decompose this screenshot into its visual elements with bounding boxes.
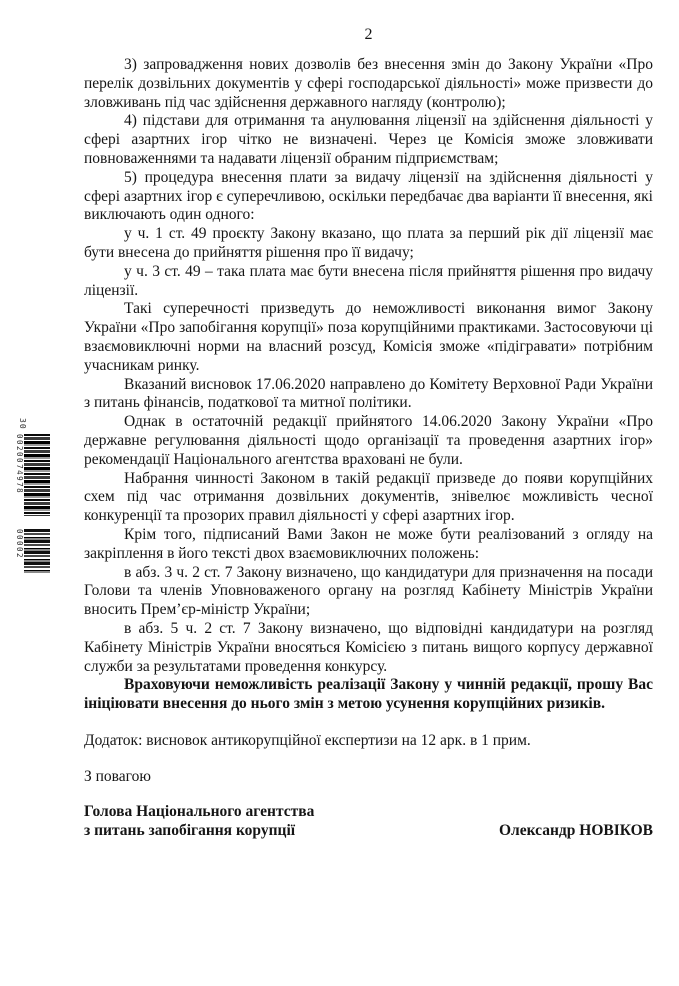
signer-position-line1: Голова Національного агентства bbox=[84, 803, 315, 821]
signature-block bbox=[84, 802, 653, 840]
attachment-note: Додаток: висновок антикорупційної експертизи на 12 арк. в 1 прим. bbox=[84, 731, 531, 749]
paragraph: Набрання чинності Законом в такій редакції призведе до появи корупційних схем під час отримання дозвільних документів, знівелює можливість чесної конкуренції та прозорих правил діяльності у сфері азартних ігор. bbox=[84, 469, 653, 525]
paragraph: 4) підстави для отримання та анулювання ліцензії на здійснення діяльності у сфері азартних ігор чітко не визначені. Через це Комісія зможе зловживати повноваженнями та надавати ліцензії обраним підприємствам; bbox=[84, 112, 653, 167]
closing-salutation: З повагою bbox=[84, 767, 151, 785]
barcode-digits-1: 0020074978 bbox=[15, 434, 24, 495]
paragraph: Крім того, підписаний Вами Закон не може бути реалізований з огляду на закріплення в його тексті двох взаємовиключних положень: bbox=[84, 525, 653, 562]
paragraph: Однак в остаточній редакції прийнятого 14.06.2020 Закону України «Про державне регулювання діяльності щодо організації та проведення азартних ігор» рекомендації Національного агентства враховані не були. bbox=[84, 413, 653, 468]
signer-position-line2: з питань запобігання корупції bbox=[84, 822, 296, 840]
page-number: 2 bbox=[364, 26, 373, 43]
signer-name: Олександр НОВІКОВ bbox=[499, 822, 653, 840]
paragraph: в абз. 5 ч. 2 ст. 7 Закону визначено, що відповідні кандидатури на розгляд Кабінету Міністрів України вносяться Комісією з питань вищого корпусу державної служби за результатами проведення конкурсу. bbox=[84, 619, 653, 675]
paragraph: Такі суперечності призведуть до неможливості виконання вимог Закону України «Про запобігання корупції» поза корупційними практиками. Застосовуючи ці взаємовиключні норми на власний розсуд, Комісія зможе «підігравати» потрібним учасникам ринку. bbox=[84, 300, 653, 374]
registration-barcode bbox=[13, 418, 53, 573]
barcode-bars-icon bbox=[24, 529, 50, 573]
paragraph: 5) процедура внесення плати за видачу ліцензії на здійснення діяльності у сфері азартних ігор є суперечливою, оскільки передбачає два варіанти її внесення, які виключають один одного: bbox=[84, 168, 653, 224]
paragraph: в абз. 3 ч. 2 ст. 7 Закону визначено, що кандидатури для призначення на посади Голови та членів Уповноваженого органу на розгляд Кабінету Міністрів України вносить Прем’єр-міністр України; bbox=[84, 563, 653, 619]
paragraph: 3) запровадження нових дозволів без внесення змін до Закону України «Про перелік дозвільних документів у сфері господарської діяльності» може призвести до зловживань під час здійснення державного нагляду (контролю); bbox=[84, 56, 653, 111]
paragraph: у ч. 1 ст. 49 проєкту Закону вказано, що плата за перший рік дії ліцензії має бути внесена до прийняття рішення про її видачу; bbox=[84, 225, 653, 261]
paragraph: Вказаний висновок 17.06.2020 направлено до Комітету Верховної Ради України з питань фінансів, податкової та митної політики. bbox=[84, 375, 653, 412]
letter-body bbox=[84, 56, 653, 714]
barcode-block-1 bbox=[13, 434, 53, 516]
barcode-digits-2: 00002 bbox=[15, 529, 24, 560]
barcode-block-2 bbox=[13, 529, 53, 573]
document-page bbox=[0, 26, 679, 986]
barcode-bars-icon bbox=[24, 434, 50, 516]
barcode-top-digits: 30 bbox=[18, 418, 27, 430]
paragraph: у ч. 3 ст. 49 – така плата має бути внесена після прийняття рішення про видачу ліцензії. bbox=[84, 262, 653, 299]
request-paragraph: Враховуючи неможливість реалізації Закону у чинній редакції, прошу Вас ініціювати внесення до нього змін з метою усунення корупційних ризиків. bbox=[84, 676, 653, 713]
